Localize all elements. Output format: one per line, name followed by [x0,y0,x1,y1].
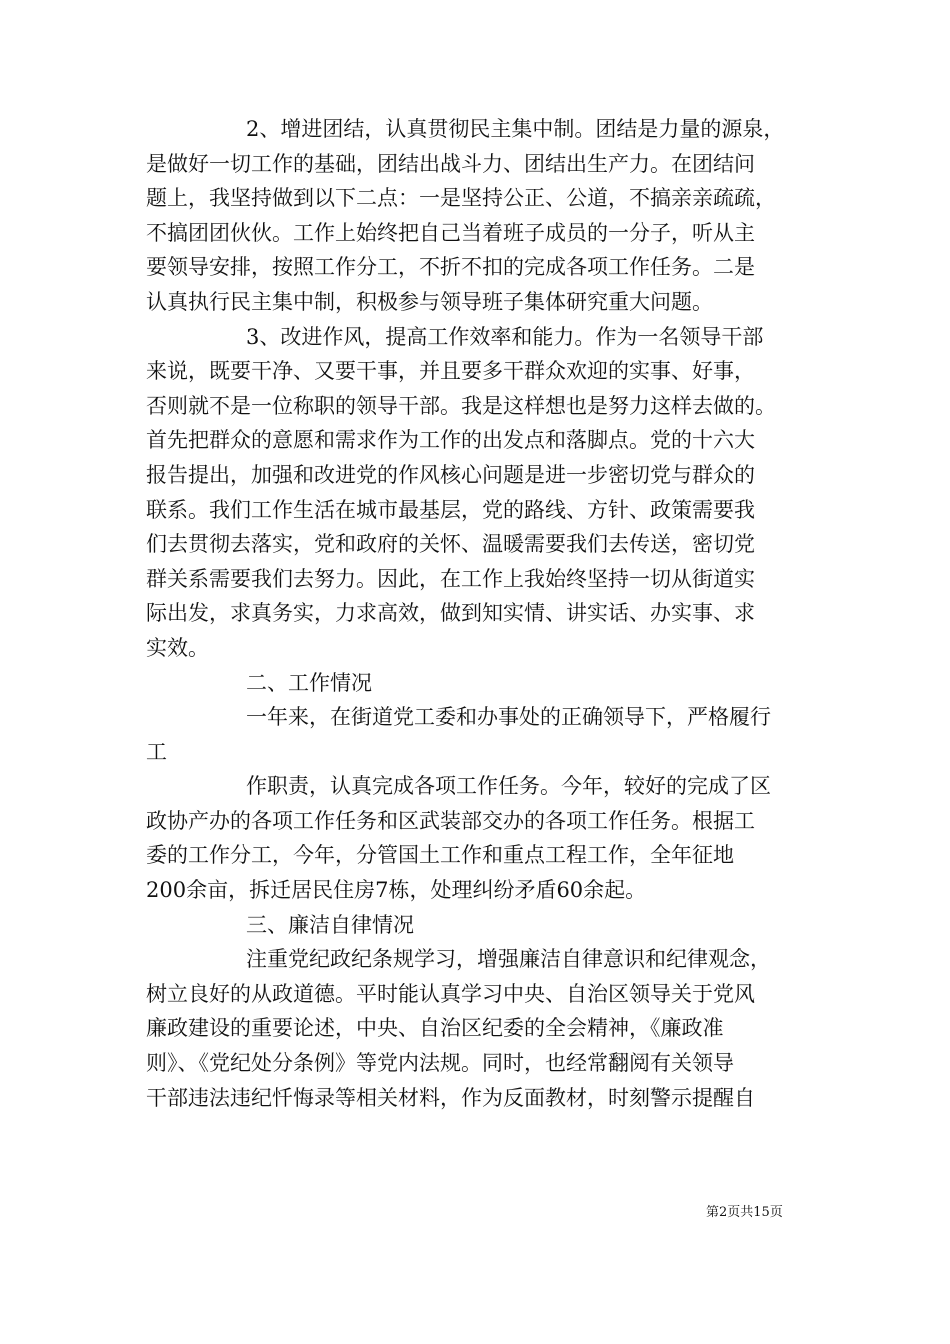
paragraph-line: 委的工作分工，今年，分管国土工作和重点工程工作，全年征地 [146,843,734,868]
paragraph-line: 树立良好的从政道德。平时能认真学习中央、自治区领导关于党风 [146,981,755,1006]
paragraph-line: 工 [146,739,167,764]
paragraph-line: 否则就不是一位称职的领导干部。我是这样想也是努力这样去做的。 [146,393,776,418]
paragraph-line: 作职责，认真完成各项工作任务。今年，较好的完成了区 [246,774,771,799]
document-body [146,112,808,1115]
paragraph-line: 不搞团团伙伙。工作上始终把自己当着班子成员的一分子，听从主 [146,220,755,245]
paragraph-line: 们去贯彻去落实，党和政府的关怀、温暖需要我们去传送，密切党 [146,532,755,557]
paragraph-line: 实效。 [146,635,209,660]
paragraph-line: 注重党纪政纪条规学习，增强廉洁自律意识和纪律观念， [246,947,771,972]
paragraph-line: 廉政建设的重要论述，中央、自治区纪委的全会精神，《廉政准 [146,1016,724,1041]
paragraph-line: 干部违法违纪忏悔录等相关材料，作为反面教材，时刻警示提醒自 [146,1085,755,1110]
paragraph-line: 3、改进作风，提高工作效率和能力。作为一名领导干部 [246,324,764,349]
paragraph-line: 则》、《党纪处分条例》等党内法规。同时，也经常翻阅有关领导 [146,1051,734,1076]
section-heading: 二、工作情况 [246,670,372,695]
paragraph-line: 认真执行民主集中制，积极参与领导班子集体研究重大问题。 [146,289,713,314]
paragraph-line: 联系。我们工作生活在城市最基层，党的路线、方针、政策需要我 [146,497,755,522]
section-heading: 三、廉洁自律情况 [246,912,414,937]
paragraph-line: 2、增进团结，认真贯彻民主集中制。团结是力量的源泉， [246,117,785,141]
paragraph-line: 群关系需要我们去努力。因此，在工作上我始终坚持一切从街道实 [146,566,755,591]
paragraph-line: 际出发，求真务实，力求高效，做到知实情、讲实话、办实事、求 [146,601,755,626]
paragraph-line: 一年来，在街道党工委和办事处的正确领导下，严格履行 [246,705,771,730]
paragraph-line: 首先把群众的意愿和需求作为工作的出发点和落脚点。党的十六大 [146,428,755,453]
paragraph-line: 200余亩，拆迁居民住房7栋，处理纠纷矛盾60余起。 [146,878,647,903]
page-number: 第2页共15页 [706,1205,783,1220]
paragraph-line: 要领导安排，按照工作分工，不折不扣的完成各项工作任务。二是 [146,255,755,280]
paragraph-line: 来说，既要干净、又要干事，并且要多干群众欢迎的实事、好事， [146,359,755,384]
paragraph-line: 报告提出，加强和改进党的作风核心问题是进一步密切党与群众的 [146,462,755,487]
paragraph-line: 政协产办的各项工作任务和区武装部交办的各项工作任务。根据工 [146,808,755,833]
paragraph-line: 题上，我坚持做到以下二点：一是坚持公正、公道，不搞亲亲疏疏， [146,186,776,211]
paragraph-line: 是做好一切工作的基础，团结出战斗力、团结出生产力。在团结问 [146,151,755,176]
